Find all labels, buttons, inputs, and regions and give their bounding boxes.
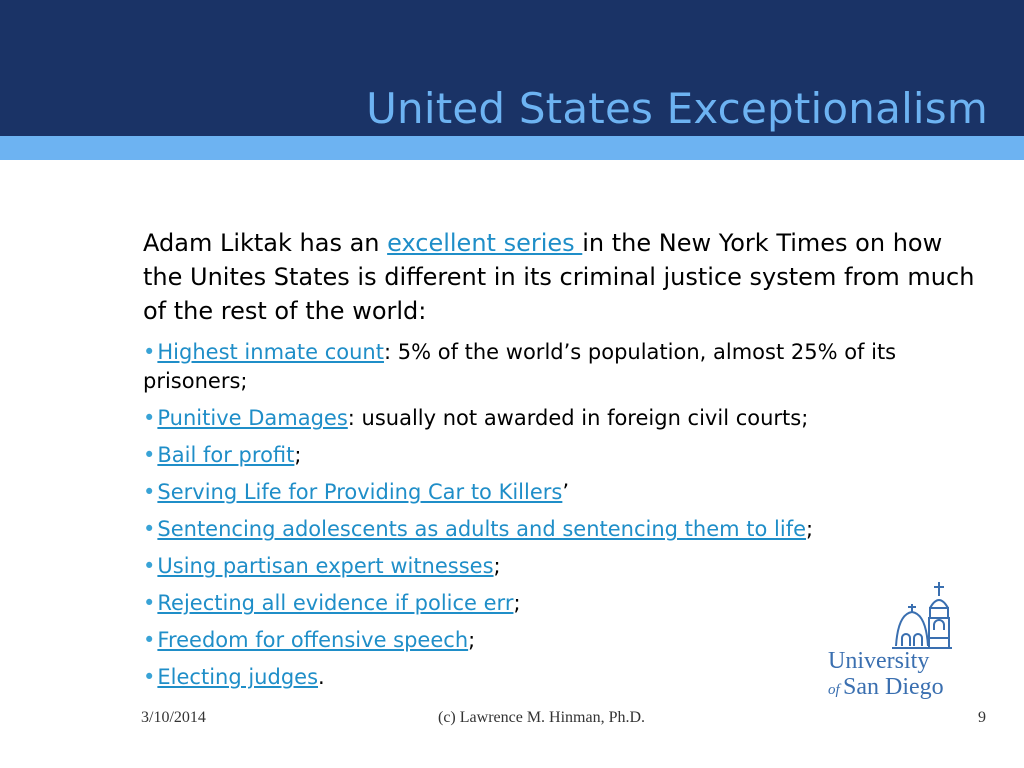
footer-author: (c) Lawrence M. Hinman, Ph.D. [438, 709, 646, 726]
rejecting-evidence-link[interactable]: Rejecting all evidence if police err [157, 591, 514, 615]
punitive-damages-link[interactable]: Punitive Damages [157, 406, 348, 430]
bullet-icon: • [143, 406, 156, 430]
bullet-text: . [318, 665, 325, 689]
highest-inmate-count-link[interactable]: Highest inmate count [157, 340, 384, 364]
bullet-text: : usually not awarded in foreign civil courts; [347, 406, 809, 430]
bullet-text: ; [468, 628, 476, 652]
bullet-icon: • [143, 517, 156, 541]
list-item [143, 404, 983, 433]
bail-for-profit-link[interactable]: Bail for profit [157, 443, 295, 467]
excellent-series-link[interactable]: excellent series [387, 229, 583, 257]
bullet-text: ; [513, 591, 521, 615]
header-stripe [0, 136, 1024, 160]
logo-of: of [828, 682, 840, 698]
serving-life-link[interactable]: Serving Life for Providing Car to Killers [157, 480, 563, 504]
bullet-text: ; [294, 443, 302, 467]
bullet-icon: • [143, 340, 156, 364]
bullet-icon: • [143, 480, 156, 504]
list-item [143, 515, 983, 544]
bullet-text: ; [806, 517, 814, 541]
bullet-text: : 5% of the world’s population, almost 25% of its prisoners; [143, 340, 897, 393]
logo-san-diego: San Diego [843, 674, 944, 700]
bullet-icon: • [143, 443, 156, 467]
partisan-expert-witnesses-link[interactable]: Using partisan expert witnesses [157, 554, 494, 578]
bullet-icon: • [143, 591, 156, 615]
list-item [143, 441, 983, 470]
bullet-text: ; [493, 554, 501, 578]
list-item [143, 552, 983, 581]
electing-judges-link[interactable]: Electing judges [157, 665, 319, 689]
intro-before: Adam Liktak has an [143, 229, 388, 257]
intro-after: in the New York Times on how the Unites States is different in its criminal justice system from much of the rest of the world: [143, 229, 975, 325]
logo-university: University [828, 648, 930, 674]
list-item [143, 338, 983, 396]
slide-title: United States Exceptionalism [366, 84, 988, 133]
list-item [143, 478, 983, 507]
offensive-speech-link[interactable]: Freedom for offensive speech [157, 628, 469, 652]
bullet-icon: • [143, 554, 156, 578]
bullet-text: ’ [562, 480, 570, 504]
page-number: 9 [978, 709, 986, 726]
bullet-icon: • [143, 628, 156, 652]
footer-date: 3/10/2014 [141, 709, 206, 726]
university-of-san-diego-logo [826, 578, 956, 700]
sentencing-adolescents-link[interactable]: Sentencing adolescents as adults and sentencing them to life [157, 517, 807, 541]
mission-church-icon [826, 578, 956, 700]
bullet-icon: • [143, 665, 156, 689]
intro-paragraph [143, 226, 983, 328]
